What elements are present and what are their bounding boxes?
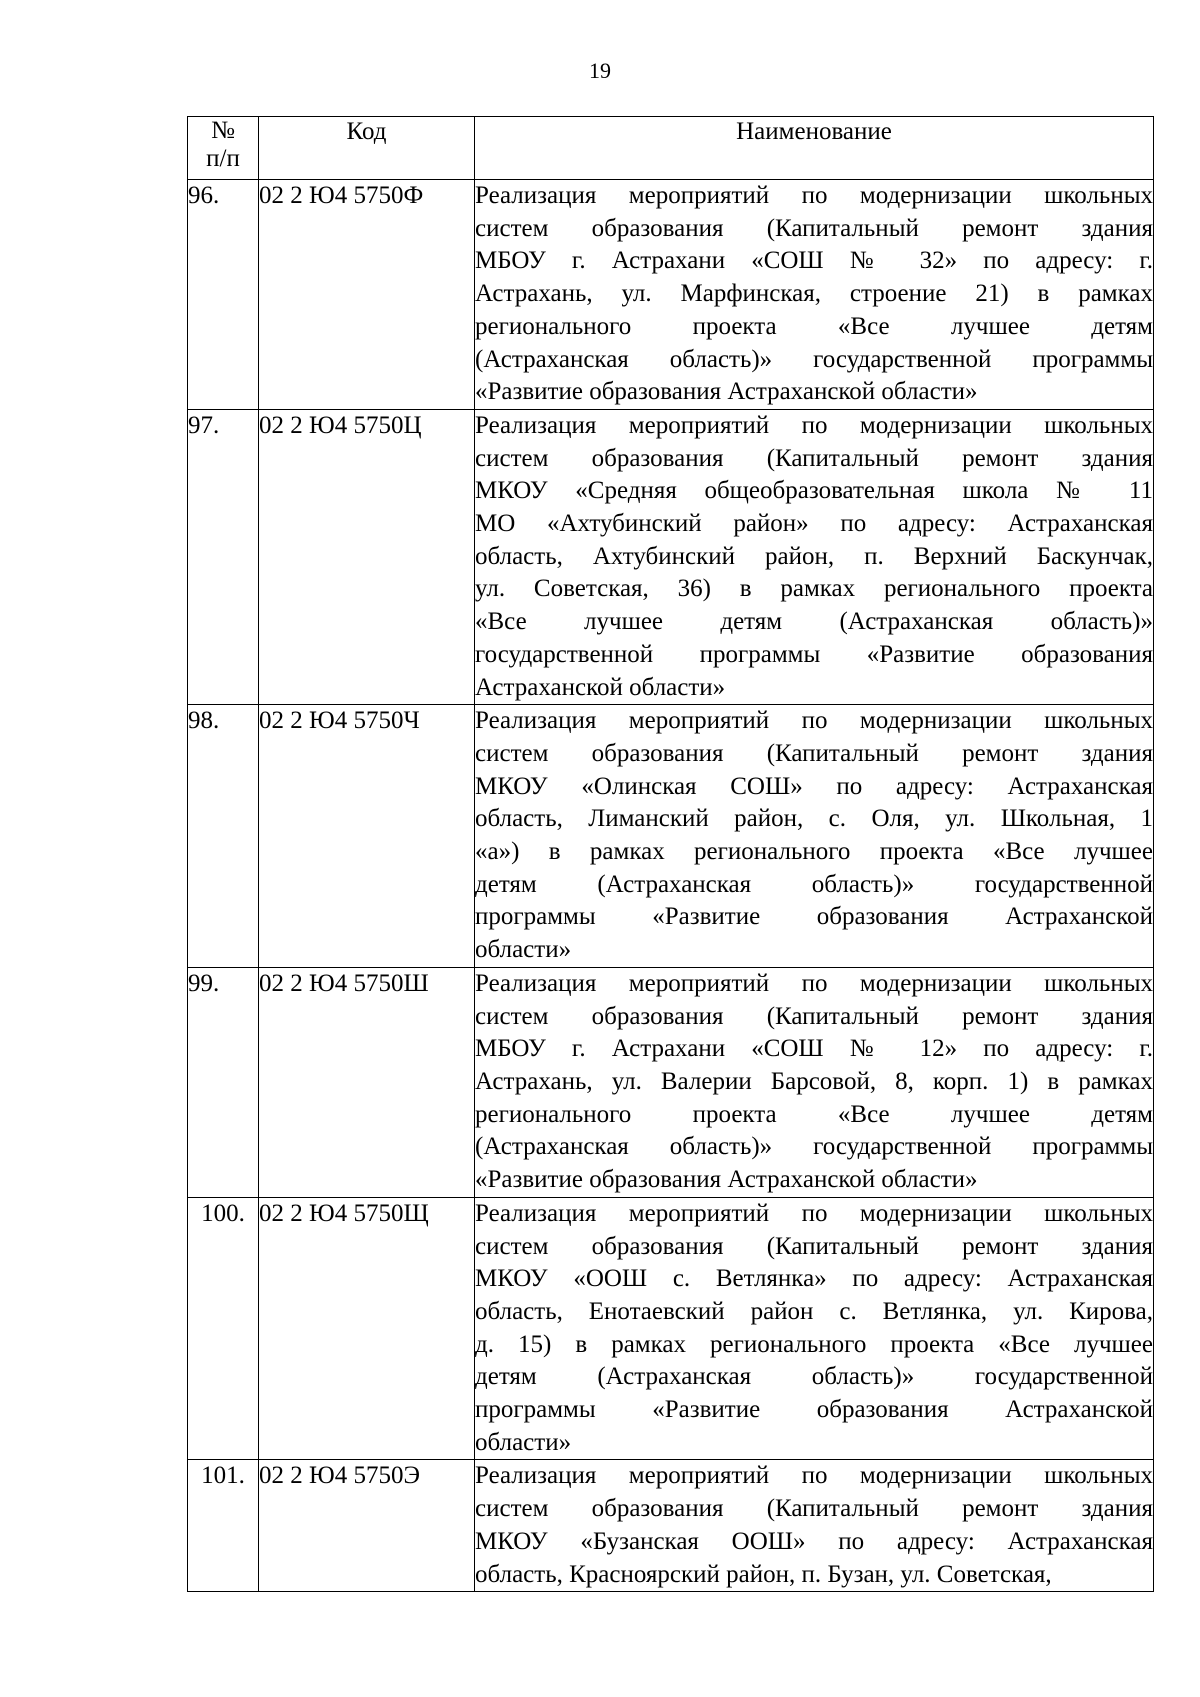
row-number: 98.: [188, 705, 259, 968]
row-code: 02 2 Ю4 5750Ч: [259, 705, 475, 968]
row-name-line: регионального проекта «Все лучшее детям: [475, 312, 1153, 340]
row-name-line: «Развитие образования Астраханской области»: [475, 1166, 978, 1194]
row-number: 101.: [188, 1460, 259, 1592]
header-number-sign: №: [211, 117, 235, 144]
table-header-row: [188, 117, 1154, 180]
row-name-line: МКОУ «Бузанская ООШ» по адресу: Астраханская: [475, 1527, 1153, 1555]
row-name: [475, 967, 1154, 1197]
row-name-line: Реализация мероприятий по модернизации школьных: [475, 969, 1153, 997]
row-name-line: регионального проекта «Все лучшее детям: [475, 1100, 1153, 1128]
row-name-line: Реализация мероприятий по модернизации школьных: [475, 1199, 1153, 1227]
table-body: [188, 180, 1154, 1592]
table-row: [188, 705, 1154, 968]
row-name-line: систем образования (Капитальный ремонт здания: [475, 1232, 1153, 1260]
table-row: [188, 1197, 1154, 1460]
row-name-line: МБОУ г. Астрахани «СОШ № 32» по адресу: г.: [475, 247, 1153, 275]
row-name: [475, 705, 1154, 968]
row-code: 02 2 Ю4 5750Э: [259, 1460, 475, 1592]
row-name-line: Астраханской области»: [475, 673, 726, 701]
row-number: 99.: [188, 967, 259, 1197]
table-row: [188, 409, 1154, 704]
page-number: 19: [589, 58, 611, 83]
row-number: 96.: [188, 180, 259, 410]
row-name-line: детям (Астраханская область)» государственной: [475, 1363, 1153, 1391]
row-name-line: область, Енотаевский район с. Ветлянка, ул. Кирова,: [475, 1297, 1153, 1325]
row-name-line: Реализация мероприятий по модернизации школьных: [475, 707, 1153, 735]
row-code: 02 2 Ю4 5750Ф: [259, 180, 475, 410]
header-code: Код: [259, 117, 475, 180]
row-name-line: Реализация мероприятий по модернизации школьных: [475, 182, 1153, 209]
table-row: [188, 1460, 1154, 1592]
row-name-line: МКОУ «Олинская СОШ» по адресу: Астраханская: [475, 772, 1153, 800]
row-name-line: систем образования (Капитальный ремонт здания: [475, 1002, 1153, 1030]
row-name-line: «Все лучшее детям (Астраханская область)»: [475, 608, 1153, 636]
row-name-line: программы «Развитие образования Астраханской: [475, 1396, 1153, 1424]
row-name-line: МБОУ г. Астрахани «СОШ № 12» по адресу: г.: [475, 1035, 1153, 1063]
row-name-line: области»: [475, 936, 572, 964]
row-name: [475, 1197, 1154, 1460]
row-name-line: Реализация мероприятий по модернизации школьных: [475, 1462, 1153, 1490]
budget-classification-table: [187, 116, 1154, 1592]
row-number: 100.: [188, 1197, 259, 1460]
row-name-line: МКОУ «Средняя общеобразовательная школа № 11: [475, 477, 1153, 505]
row-name-line: систем образования (Капитальный ремонт здания: [475, 444, 1153, 472]
row-name-line: область, Лиманский район, с. Оля, ул. Школьная, 1: [475, 805, 1153, 833]
row-name-line: Астрахань, ул. Валерии Барсовой, 8, корп. 1) в рамках: [475, 1067, 1153, 1095]
row-name-line: (Астраханская область)» государственной программы: [475, 345, 1153, 373]
row-name-line: «Развитие образования Астраханской области»: [475, 378, 978, 406]
table-row: [188, 967, 1154, 1197]
row-number: 97.: [188, 409, 259, 704]
row-code: 02 2 Ю4 5750Ц: [259, 409, 475, 704]
row-name-line: д. 15) в рамках регионального проекта «Все лучшее: [475, 1330, 1153, 1358]
row-code: 02 2 Ю4 5750Щ: [259, 1197, 475, 1460]
row-name-line: область, Красноярский район, п. Бузан, ул. Советская,: [475, 1560, 1052, 1588]
row-name-line: Астрахань, ул. Марфинская, строение 21) в рамках: [475, 280, 1153, 308]
header-number-abbr: п/п: [206, 145, 240, 172]
row-name-line: систем образования (Капитальный ремонт здания: [475, 214, 1153, 242]
row-name-line: МКОУ «ООШ с. Ветлянка» по адресу: Астраханская: [475, 1265, 1153, 1293]
row-name-line: «а») в рамках регионального проекта «Все лучшее: [475, 838, 1153, 866]
row-name: [475, 1460, 1154, 1592]
row-name-line: МО «Ахтубинский район» по адресу: Астраханская: [475, 510, 1153, 538]
row-name-line: области»: [475, 1428, 572, 1456]
header-name: Наименование: [475, 117, 1154, 180]
row-name-line: программы «Развитие образования Астраханской: [475, 903, 1153, 931]
table-row: [188, 180, 1154, 410]
row-name-line: область, Ахтубинский район, п. Верхний Баскунчак,: [475, 542, 1153, 570]
row-name: [475, 180, 1154, 410]
row-name-line: детям (Астраханская область)» государственной: [475, 870, 1153, 898]
row-name: [475, 409, 1154, 704]
header-number: [188, 117, 259, 180]
row-name-line: Реализация мероприятий по модернизации школьных: [475, 411, 1153, 439]
row-code: 02 2 Ю4 5750Ш: [259, 967, 475, 1197]
row-name-line: (Астраханская область)» государственной программы: [475, 1133, 1153, 1161]
row-name-line: систем образования (Капитальный ремонт здания: [475, 1495, 1153, 1523]
row-name-line: государственной программы «Развитие образования: [475, 640, 1153, 668]
row-name-line: систем образования (Капитальный ремонт здания: [475, 739, 1153, 767]
row-name-line: ул. Советская, 36) в рамках регионального проекта: [475, 575, 1153, 603]
